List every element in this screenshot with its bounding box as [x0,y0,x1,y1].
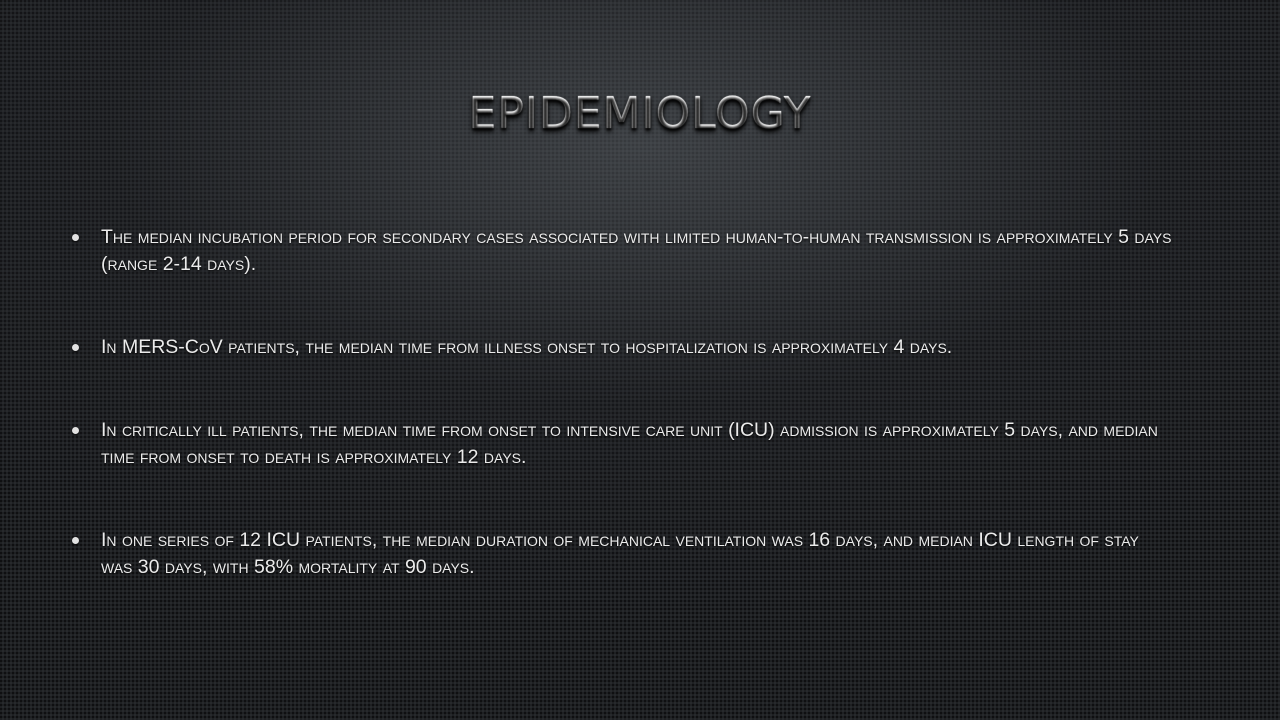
bullet-text: The median incubation period for secondary cases associated with limited human-to-human transmission is approximately 5 days (range 2-14 days). [101,226,1172,275]
bullet-dot-icon [72,344,79,351]
bullet-text: In one series of 12 ICU patients, the median duration of mechanical ventilation was 16 days, and median ICU length of stay was 30 days, with 58% mortality at 90 days. [101,529,1139,578]
bullet-dot-icon [72,537,79,544]
bullet-text: In critically ill patients, the median time from onset to intensive care unit (ICU) admission is approximately 5 days, and median time from onset to death is approximately 12 days. [101,419,1158,468]
bullet-dot-icon [72,427,79,434]
bullet-text: In MERS-CoV patients, the median time from illness onset to hospitalization is approximately 4 days. [101,336,953,358]
bullet-list [72,224,1172,581]
bullet-item [72,224,1172,278]
slide-title: EPIDEMIOLOGY [0,88,1280,139]
bullet-item [72,417,1172,471]
bullet-dot-icon [72,234,79,241]
bullet-item [72,334,1172,361]
bullet-item [72,527,1172,581]
